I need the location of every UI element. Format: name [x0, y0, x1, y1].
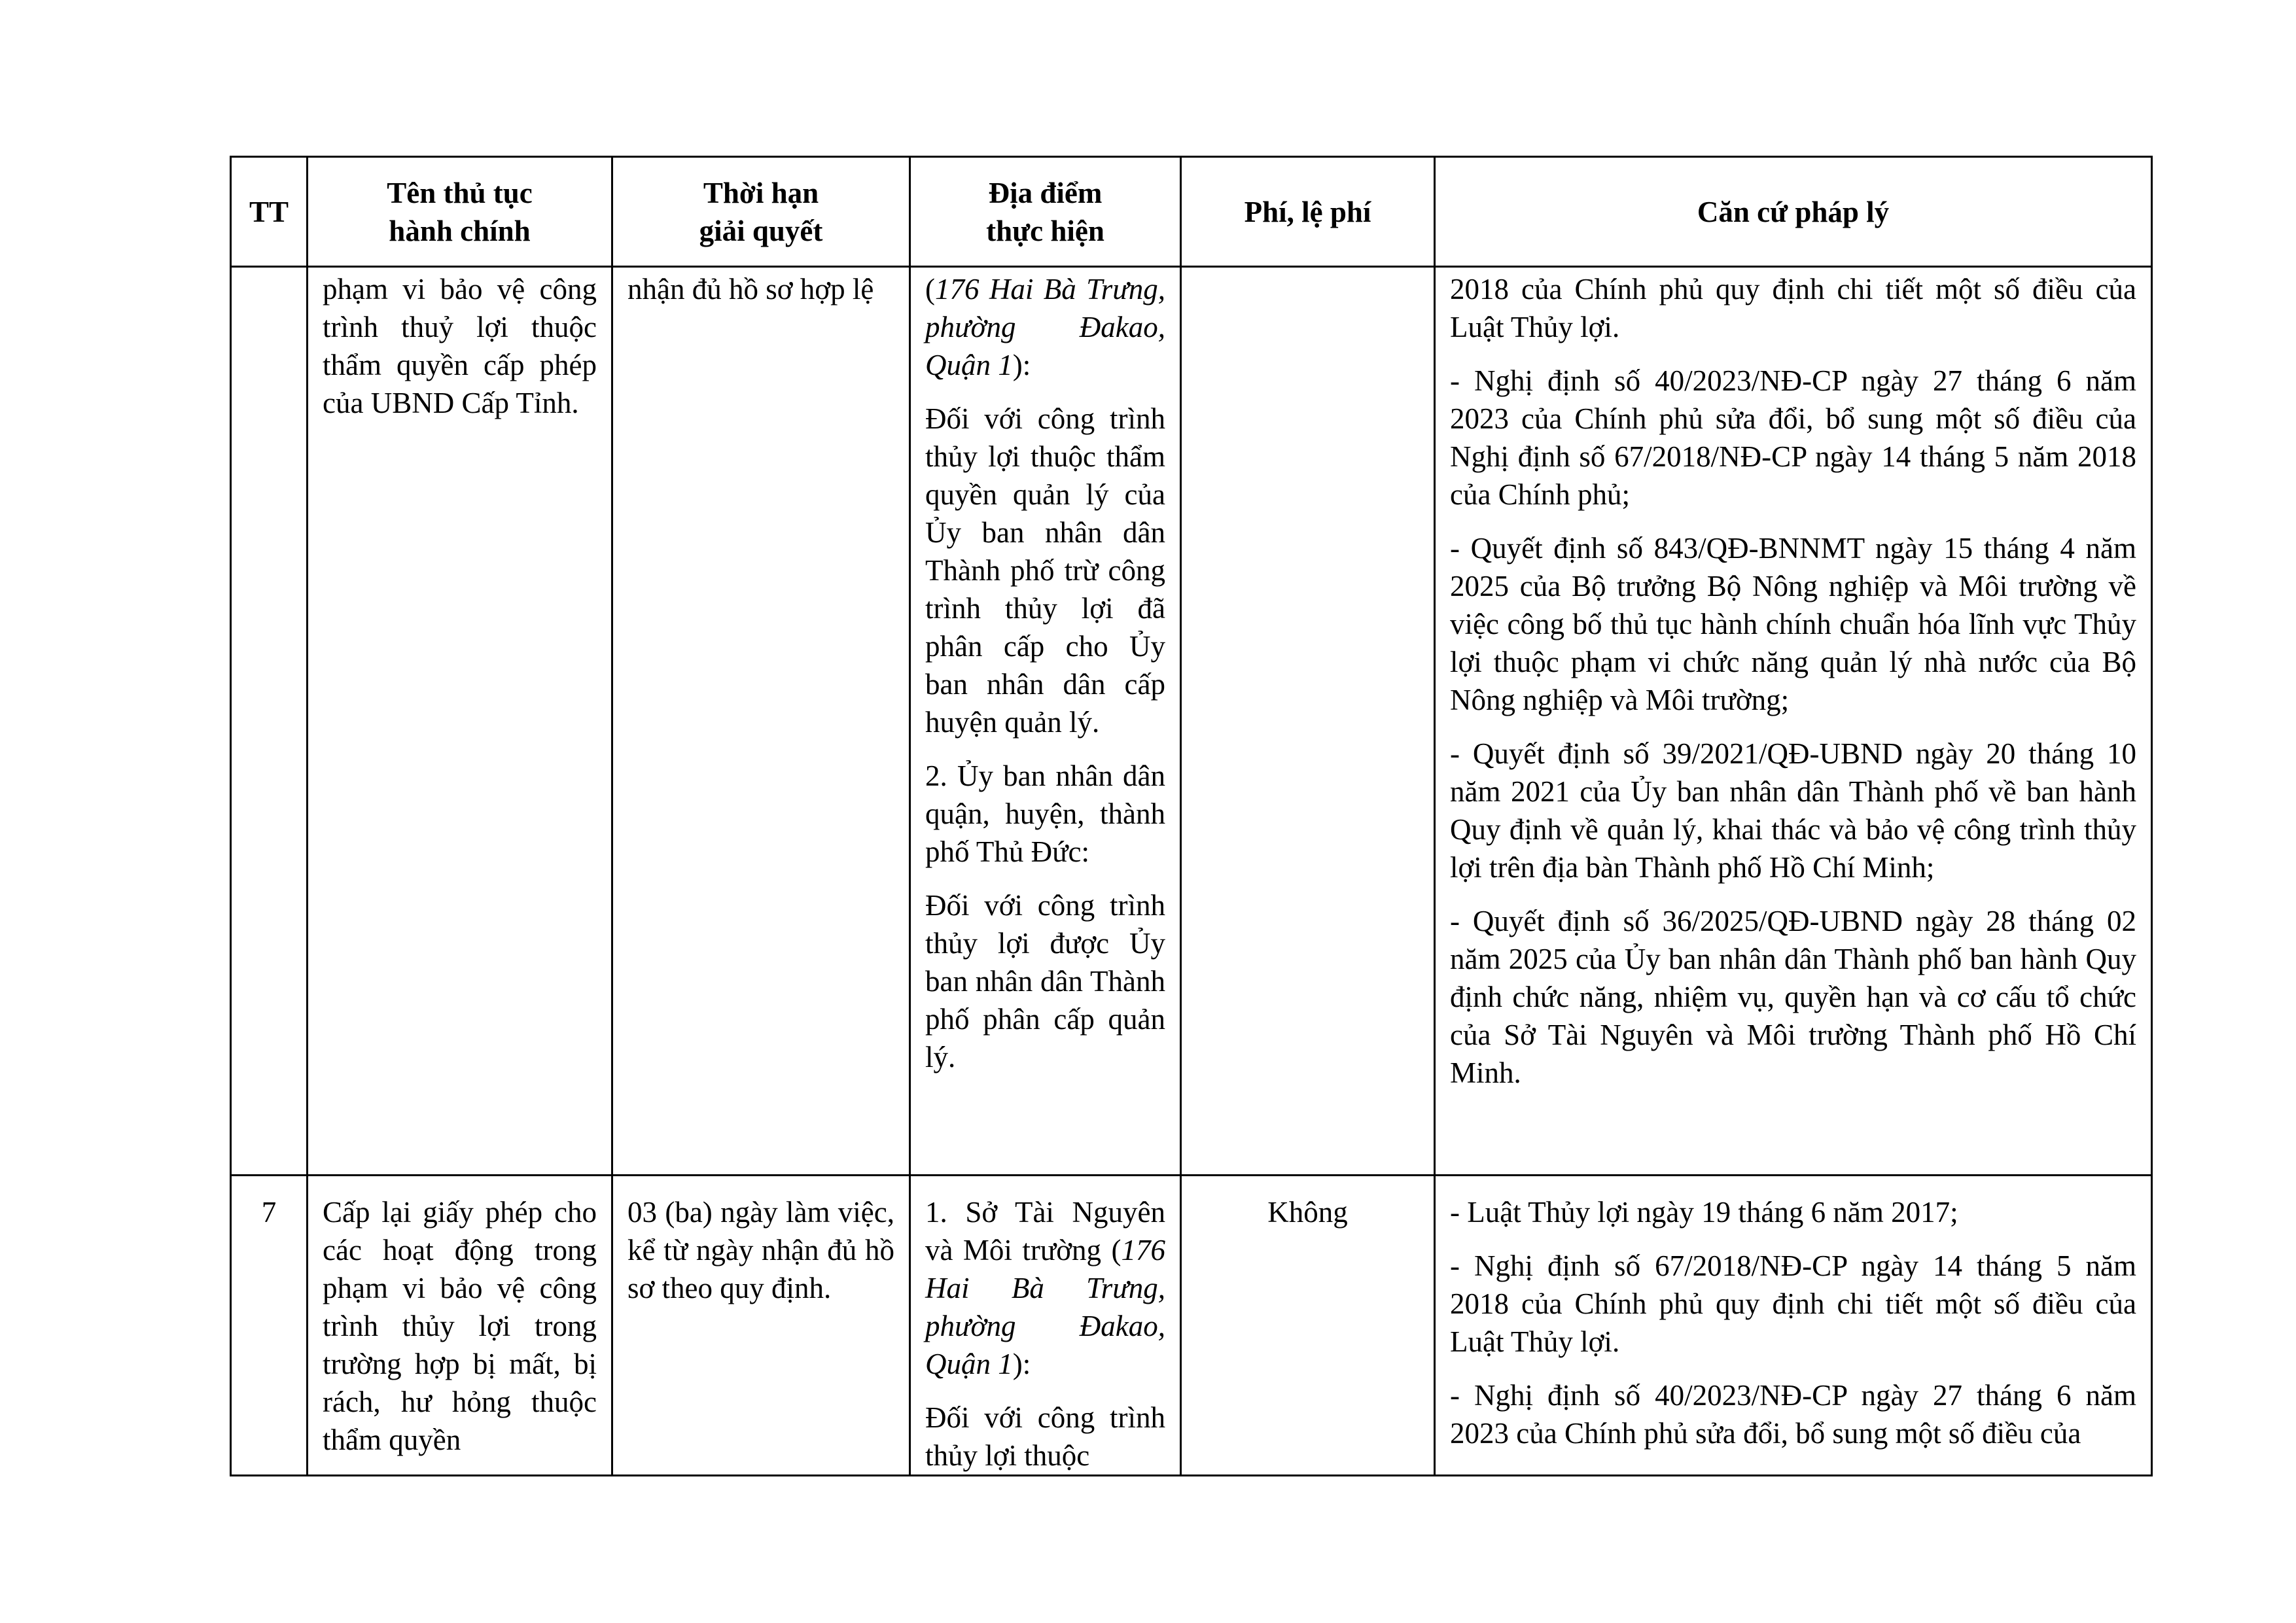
law-item: - Luật Thủy lợi ngày 19 tháng 6 năm 2017;	[1450, 1196, 1958, 1229]
location-scope-1: Đối với công trình thủy lợi thuộc thẩm quyền quản lý của Ủy ban nhân dân Thành phố trừ công trình thủy lợi đã phân cấp cho Ủy ban nhân dân cấp huyện quản lý.	[925, 402, 1165, 739]
cell-processing-time	[612, 1176, 910, 1476]
procedure-name-text: phạm vi bảo vệ công trình thuỷ lợi thuộc thẩm quyền cấp phép của UBND Cấp Tỉnh.	[323, 273, 597, 419]
table-header-row	[231, 157, 2152, 267]
location-scope-2: Đối với công trình thủy lợi được Ủy ban nhân dân Thành phố phân cấp quản lý.	[925, 889, 1165, 1073]
table-row-continued	[231, 267, 2152, 1176]
cell-legal-basis	[1435, 1176, 2152, 1476]
law-item: - Nghị định số 40/2023/NĐ-CP ngày 27 tháng 6 năm 2023 của Chính phủ sửa đổi, bổ sung một số điều của	[1450, 1379, 2136, 1450]
cell-procedure-name	[308, 1176, 612, 1476]
procedure-name-text: Cấp lại giấy phép cho các hoạt động trong phạm vi bảo vệ công trình thủy lợi trong trường hợp bị mất, bị rách, hư hỏng thuộc thẩm quyền	[323, 1196, 597, 1456]
law-item: - Nghị định số 67/2018/NĐ-CP ngày 14 tháng 5 năm 2018 của Chính phủ quy định chi tiết một số điều của Luật Thủy lợi.	[1450, 1249, 2136, 1358]
header-name-line2: hành chính	[389, 214, 531, 247]
procedure-table	[230, 156, 2153, 1476]
paren-open: (	[925, 273, 935, 305]
header-time-line1: Thời hạn	[703, 176, 819, 209]
location-address	[925, 1193, 1165, 1383]
address-italic: 176 Hai Bà Trưng, phường Đakao, Quận 1	[925, 273, 1165, 381]
processing-time-text: nhận đủ hồ sơ hợp lệ	[627, 273, 874, 305]
location-district: 2. Ủy ban nhân dân quận, huyện, thành phố Thủ Đức:	[925, 759, 1165, 868]
law-item: 2018 của Chính phủ quy định chi tiết một số điều của Luật Thủy lợi.	[1450, 273, 2136, 343]
header-fee	[1181, 157, 1435, 267]
header-processing-time	[612, 157, 910, 267]
law-item: - Quyết định số 36/2025/QĐ-UBND ngày 28 tháng 02 năm 2025 của Ủy ban nhân dân Thành phố ban hành Quy định chức năng, nhiệm vụ, quyền hạn và cơ cấu tổ chức của Sở Tài Nguyên và Môi trường Thành phố Hồ Chí Minh.	[1450, 905, 2136, 1089]
paren-open: (	[1111, 1234, 1122, 1266]
table-row-7	[231, 1176, 2152, 1476]
cell-procedure-name	[308, 267, 612, 1176]
header-time-line2: giải quyết	[699, 214, 823, 247]
header-fee-label: Phí, lệ phí	[1244, 195, 1371, 228]
location-office: 1. Sở Tài Nguyên và Môi trường	[925, 1196, 1165, 1266]
cell-location	[910, 1176, 1181, 1476]
location-address	[925, 270, 1165, 384]
law-item: - Quyết định số 39/2021/QĐ-UBND ngày 20 tháng 10 năm 2021 của Ủy ban nhân dân Thành phố về ban hành Quy định về quản lý, khai thác và bảo vệ công trình thủy lợi trên địa bàn Thành phố Hồ Chí Minh;	[1450, 737, 2136, 884]
cell-legal-basis	[1435, 267, 2152, 1176]
cell-fee: Không	[1181, 1176, 1435, 1476]
location-scope-1: Đối với công trình thủy lợi thuộc	[925, 1401, 1165, 1472]
header-legal-basis	[1435, 157, 2152, 267]
header-name-line1: Tên thủ tục	[387, 176, 533, 209]
header-tt	[231, 157, 308, 267]
header-place-line2: thực hiện	[986, 214, 1104, 247]
header-law-label: Căn cứ pháp lý	[1697, 195, 1890, 228]
cell-tt: 7	[231, 1176, 308, 1476]
law-item: - Quyết định số 843/QĐ-BNNMT ngày 15 tháng 4 năm 2025 của Bộ trưởng Bộ Nông nghiệp và Môi trường về việc công bố thủ tục hành chính chuẩn hóa lĩnh vực Thủy lợi thuộc phạm vi chức năng quản lý nhà nước của Bộ Nông nghiệp và Môi trường;	[1450, 532, 2136, 716]
header-location	[910, 157, 1181, 267]
header-tt-label: TT	[249, 195, 289, 228]
cell-location	[910, 267, 1181, 1176]
cell-fee	[1181, 267, 1435, 1176]
cell-processing-time	[612, 267, 910, 1176]
header-place-line1: Địa điểm	[988, 176, 1103, 209]
law-item: - Nghị định số 40/2023/NĐ-CP ngày 27 tháng 6 năm 2023 của Chính phủ sửa đổi, bổ sung một số điều của Nghị định số 67/2018/NĐ-CP ngày 14 tháng 5 năm 2018 của Chính phủ;	[1450, 364, 2136, 511]
address-italic: 176 Hai Bà Trưng, phường Đakao, Quận 1	[925, 1234, 1166, 1380]
cell-tt	[231, 267, 308, 1176]
paren-close: ):	[1012, 1348, 1031, 1380]
header-procedure-name	[308, 157, 612, 267]
processing-time-text: 03 (ba) ngày làm việc, kể từ ngày nhận đủ hồ sơ theo quy định.	[627, 1196, 894, 1304]
paren-close: ):	[1012, 349, 1031, 381]
